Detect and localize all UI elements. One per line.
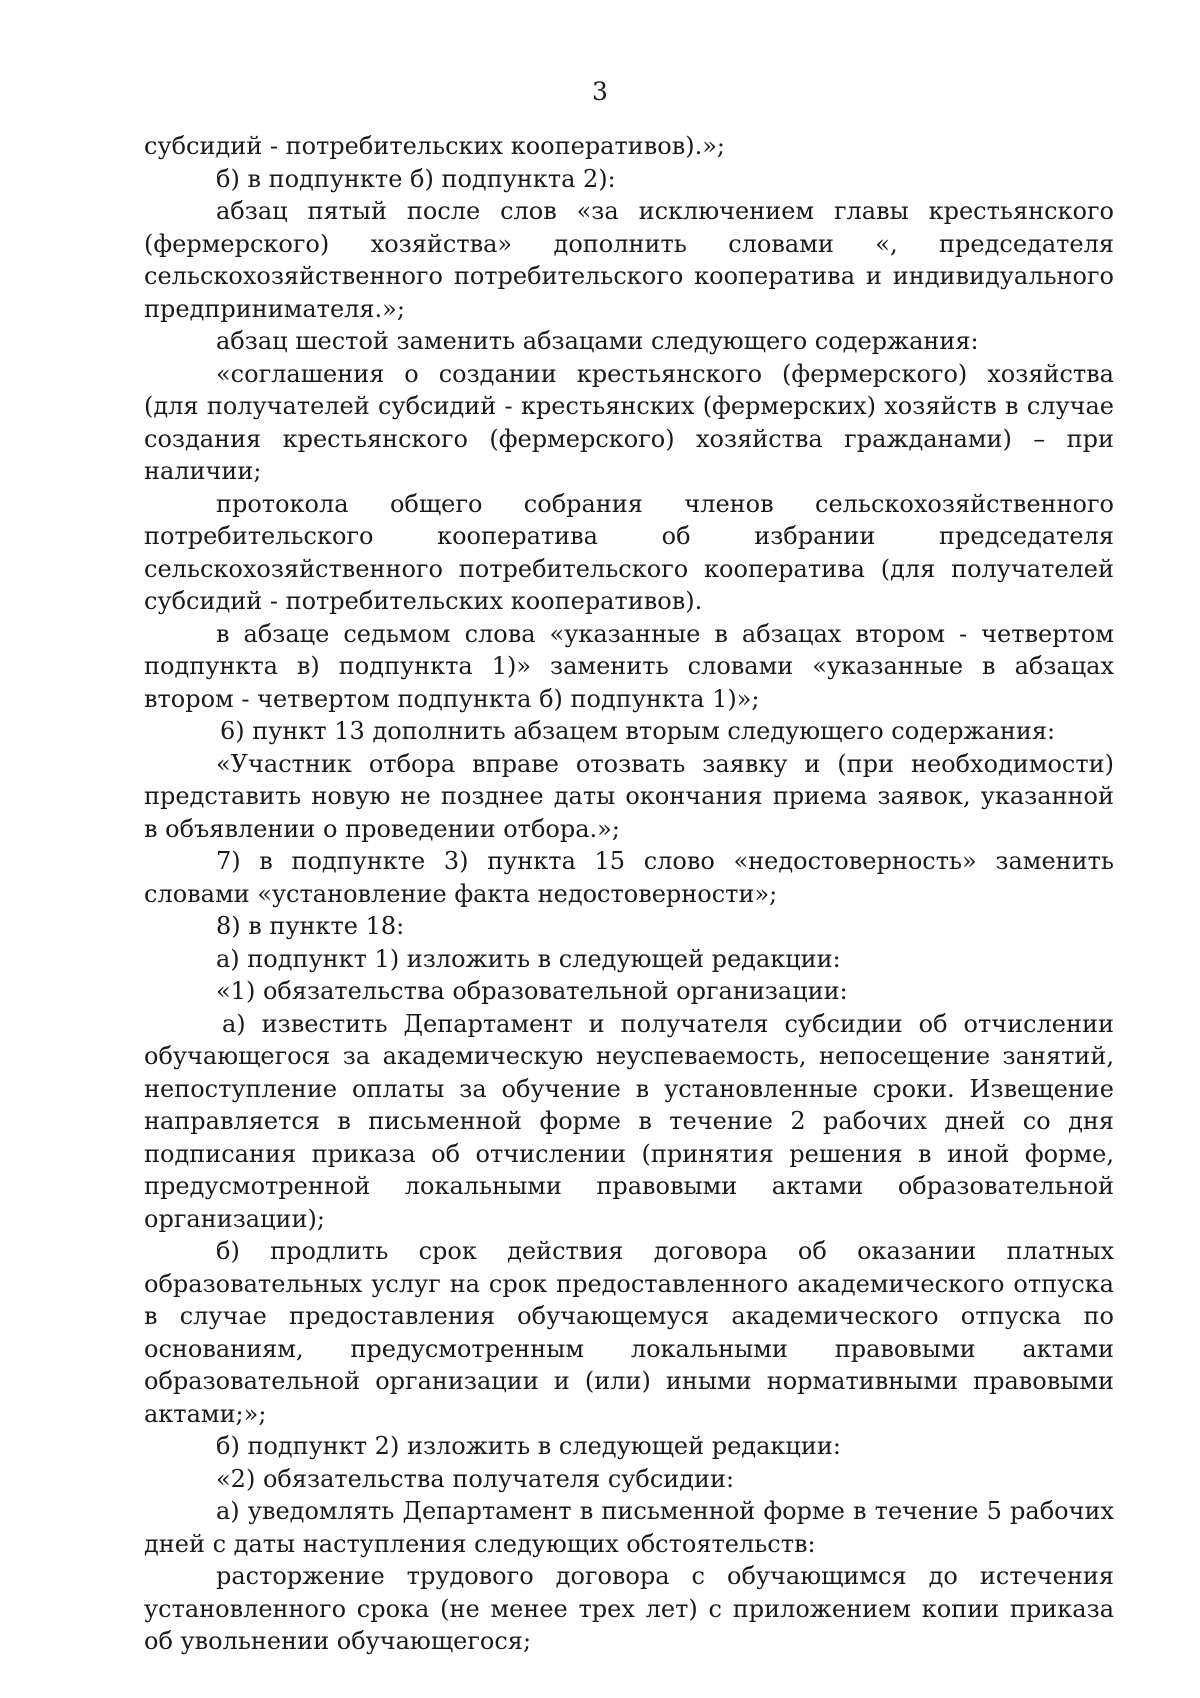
paragraph: 8) в пункте 18:: [216, 912, 405, 940]
page-number: 3: [592, 77, 608, 106]
paragraph: б) подпункт 2) изложить в следующей редакции:: [216, 1432, 841, 1460]
paragraph: а) уведомлять Департамент в письменной форме в течение 5 рабочих дней с даты наступления следующих обстоятельств:: [144, 1497, 1114, 1558]
paragraph: а) известить Департамент и получателя субсидии об отчислении обучающегося за академическую неуспеваемость, непосещение занятий, непоступление оплаты за обучение в установленные сроки. Извещение направляется в письменной форме в течение 2 рабочих дней со дня подписания приказа об отчислении (принятия решения в иной форме, предусмотренной локальными правовыми актами образовательной организации);: [144, 1009, 1114, 1233]
paragraph: абзац шестой заменить абзацами следующего содержания:: [216, 327, 979, 355]
paragraph: б) в подпункте б) подпункта 2):: [216, 164, 616, 193]
paragraph: б) продлить срок действия договора об оказании платных образовательных услуг на срок предоставленного академического отпуска в случае предоставления обучающемуся академического отпуска по основаниям, предусмотренным локальными правовыми актами образовательной организации и (или) иными нормативными правовыми актами;»;: [144, 1237, 1114, 1428]
paragraph: а) подпункт 1) изложить в следующей редакции:: [216, 944, 841, 973]
paragraph: 6) пункт 13 дополнить абзацем вторым следующего содержания:: [220, 717, 1056, 745]
paragraph: расторжение трудового договора с обучающимся до истечения установленного срока (не менее трех лет) с приложением копии приказа об увольнении обучающегося;: [144, 1562, 1114, 1655]
paragraph: абзац пятый после слов «за исключением главы крестьянского (фермерского) хозяйства» дополнить словами «, председателя сельскохозяйственного потребительского кооператива и индивидуального предпринимателя.»;: [144, 197, 1114, 323]
paragraph: субсидий - потребительских кооперативов).»;: [144, 132, 725, 160]
paragraph: «Участник отбора вправе отозвать заявку и (при необходимости) представить новую не позднее даты окончания приема заявок, указанной в объявлении о проведении отбора.»;: [144, 749, 1114, 843]
paragraph: протокола общего собрания членов сельскохозяйственного потребительского кооператива об избрании председателя сельскохозяйственного потребительского кооператива (для получателей субсидий - потребительских кооперативов).: [144, 489, 1114, 615]
paragraph: «1) обязательства образовательной организации:: [216, 977, 848, 1005]
document-body: [144, 130, 1114, 1658]
paragraph: 7) в подпункте 3) пункта 15 слово «недостоверность» заменить словами «установление факта недостоверности»;: [144, 847, 1114, 908]
paragraph: «соглашения о создании крестьянского (фермерского) хозяйства (для получателей субсидий - крестьянских (фермерских) хозяйств в случае создания крестьянского (фермерского) хозяйства гражданами) – при наличии;: [144, 359, 1114, 485]
paragraph: в абзаце седьмом слова «указанные в абзацах втором - четвертом подпункта в) подпункта 1)» заменить словами «указанные в абзацах втором - четвертом подпункта б) подпункта 1)»;: [144, 619, 1114, 713]
paragraph: «2) обязательства получателя субсидии:: [216, 1464, 735, 1493]
